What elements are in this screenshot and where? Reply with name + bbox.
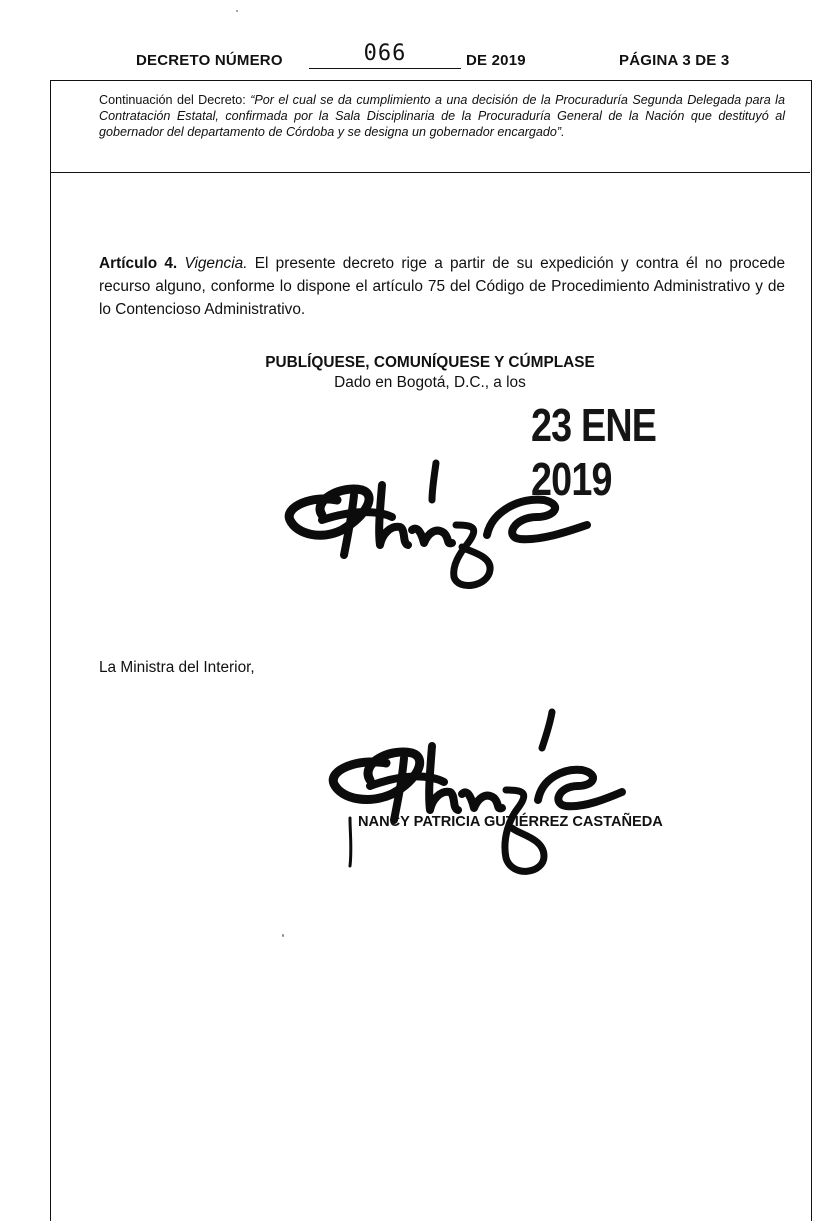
dado-en-line: Dado en Bogotá, D.C., a los — [334, 374, 526, 391]
article-title: Vigencia. — [184, 255, 248, 272]
article-4 — [99, 252, 785, 321]
signature-2 — [328, 708, 628, 883]
scan-speck — [236, 10, 238, 12]
article-label: Artículo 4. — [99, 255, 178, 272]
article-text: El presente decreto rige a partir de su expedición y contra él no procede recurso alguno, conforme lo dispone el artículo 75 del Código de Procedimiento Administrativo y de lo Contencioso Administrativo. — [99, 255, 786, 318]
publiquese-heading: PUBLÍQUESE, COMUNÍQUESE Y CÚMPLASE — [265, 354, 595, 371]
continuation-quote: “Por el cual se da cumplimiento a una decisión de la Procuraduría Segunda Delegada para la Contratación Estatal, confirmada por la Sala Disciplinaria de la Procuraduría General de la Nación que destituyó al gobernador del departamento de Córdoba y se designa un gobernador encargado”. — [99, 93, 785, 139]
decree-number: 066 — [309, 40, 461, 69]
decree-number-label: DECRETO NÚMERO — [136, 52, 283, 69]
signatory-title: La Ministra del Interior, — [99, 659, 255, 676]
continuation-prefix: Continuación del Decreto: — [99, 93, 251, 107]
decree-year: DE 2019 — [466, 52, 526, 69]
page-indicator: PÁGINA 3 DE 3 — [619, 52, 730, 69]
continuation-note — [99, 92, 785, 140]
signatory-name: NANCY PATRICIA GUTIÉRREZ CASTAÑEDA — [358, 814, 663, 830]
scan-speck — [282, 934, 284, 937]
signature-1 — [282, 455, 602, 595]
date-stamp: 23 ENE 2019 — [531, 399, 657, 505]
